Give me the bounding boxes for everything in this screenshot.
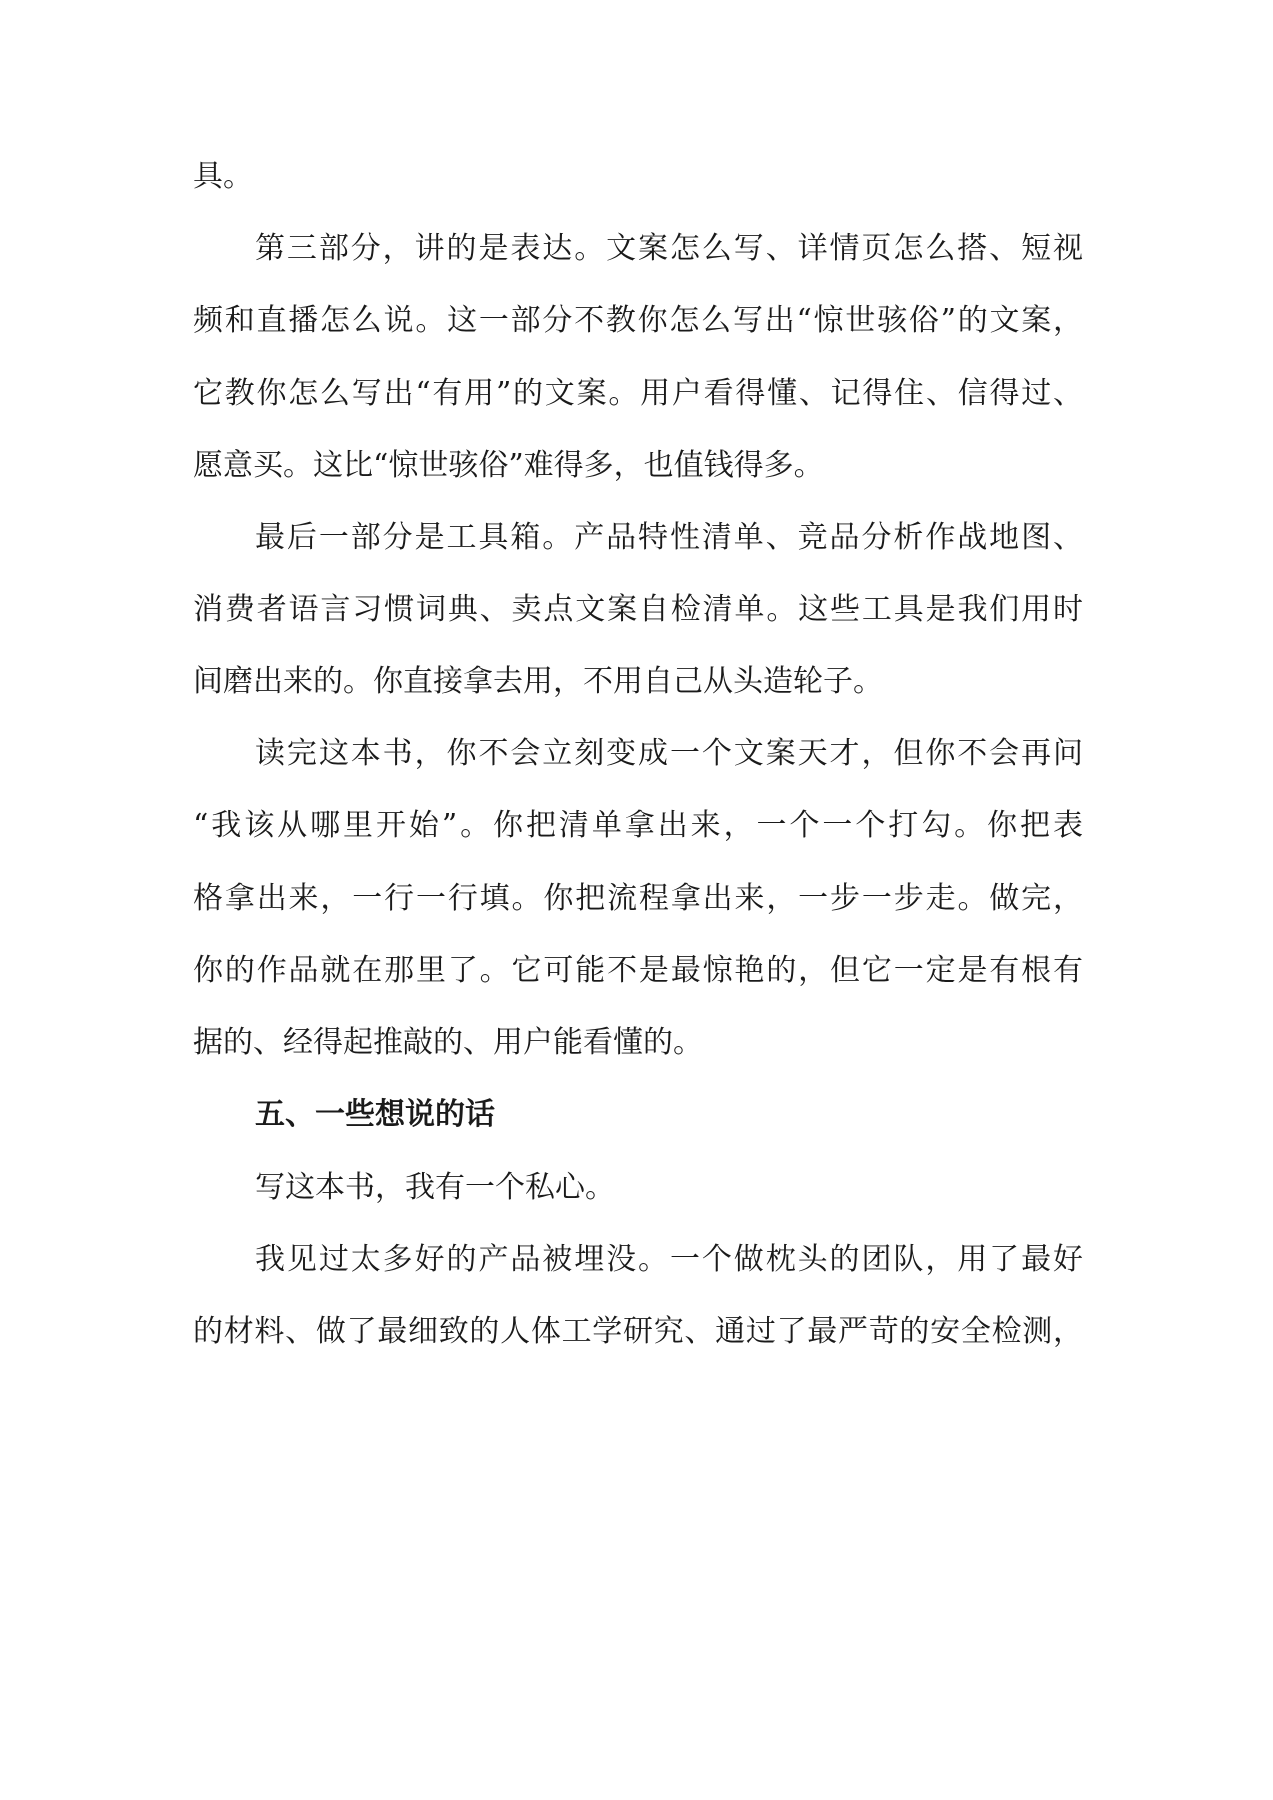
section-heading: 五、一些想说的话 xyxy=(255,1097,495,1132)
text-line: 具。 xyxy=(193,159,253,194)
text-line: 间磨出来的。你直接拿去用，不用自己从头造轮子。 xyxy=(193,664,883,699)
text-line: 最后一部分是工具箱。产品特性清单、竞品分析作战地图、 xyxy=(255,520,1083,555)
text-line: 频和直播怎么说。这一部分不教你怎么写出“惊世骇俗”的文案， xyxy=(193,303,1083,338)
text-line: 的材料、做了最细致的人体工学研究、通过了最严苛的安全检测， xyxy=(193,1314,1083,1349)
text-line: 格拿出来，一行一行填。你把流程拿出来，一步一步走。做完， xyxy=(193,881,1083,916)
text-line: 写这本书，我有一个私心。 xyxy=(255,1170,615,1205)
text-line: 我见过太多好的产品被埋没。一个做枕头的团队，用了最好 xyxy=(255,1242,1083,1277)
text-line: 据的、经得起推敲的、用户能看懂的。 xyxy=(193,1025,703,1060)
text-line: 它教你怎么写出“有用”的文案。用户看得懂、记得住、信得过、 xyxy=(193,376,1083,411)
text-line: 愿意买。这比“惊世骇俗”难得多，也值钱得多。 xyxy=(193,448,824,483)
text-line: “我该从哪里开始”。你把清单拿出来，一个一个打勾。你把表 xyxy=(193,808,1083,843)
text-line: 消费者语言习惯词典、卖点文案自检清单。这些工具是我们用时 xyxy=(193,592,1083,627)
text-line: 读完这本书，你不会立刻变成一个文案天才，但你不会再问 xyxy=(255,736,1083,771)
text-line: 第三部分，讲的是表达。文案怎么写、详情页怎么搭、短视 xyxy=(255,231,1083,266)
text-line: 你的作品就在那里了。它可能不是最惊艳的，但它一定是有根有 xyxy=(193,953,1083,988)
